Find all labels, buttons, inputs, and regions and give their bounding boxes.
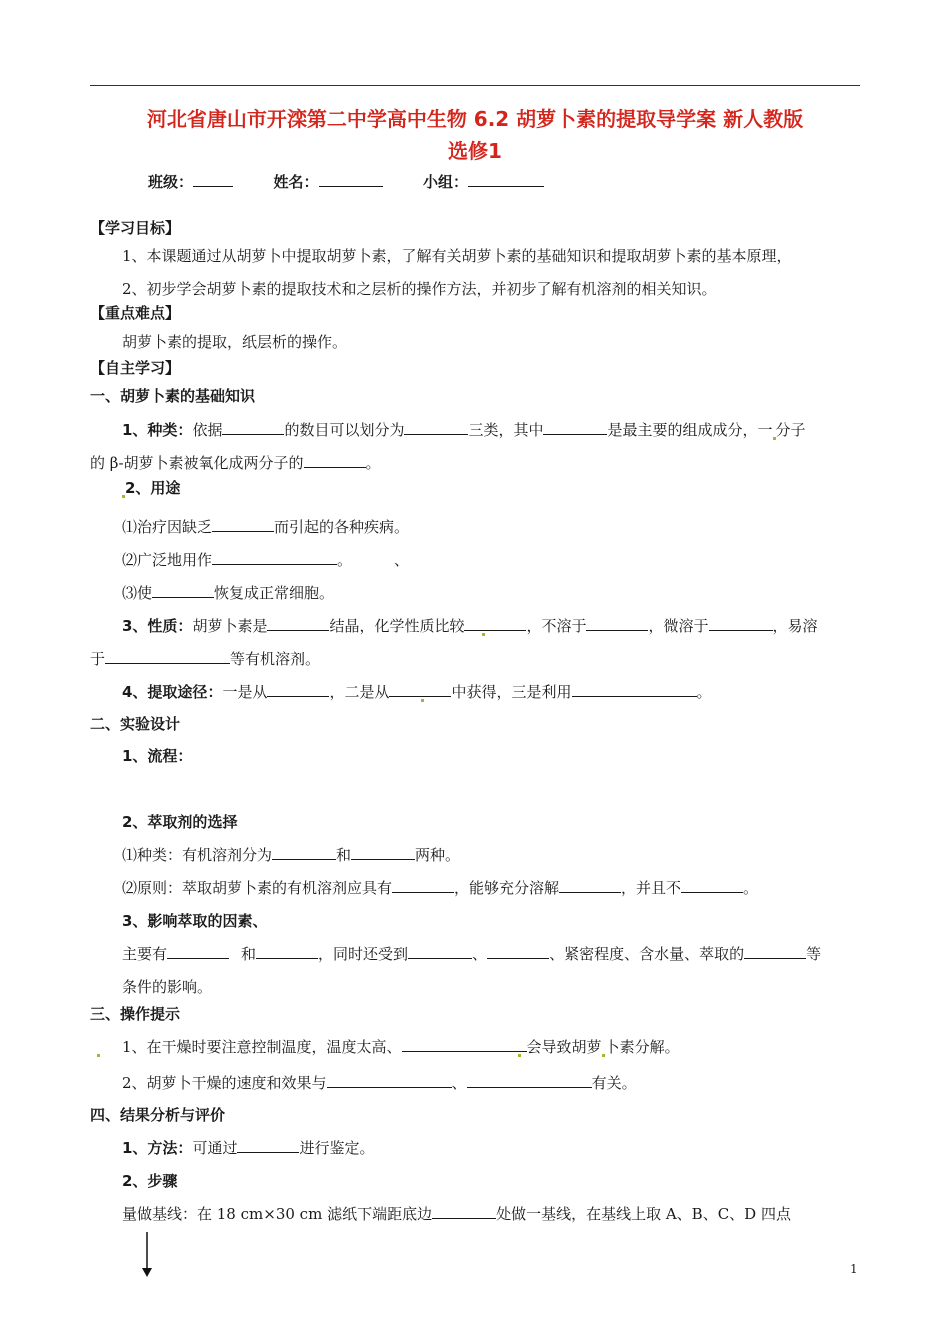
blank[interactable]	[167, 944, 229, 959]
p1-uses-heading: 2、用途	[122, 478, 180, 498]
section-key: 【重点难点】	[90, 304, 181, 322]
blank[interactable]	[212, 517, 274, 532]
header-rule	[90, 85, 860, 86]
stray-dot	[97, 1054, 100, 1057]
p1-extract-line: 4、提取途径：一是从 ，二是从 中获得，三是利用 。	[122, 683, 712, 701]
key-text: 胡萝卜素的提取，纸层析的操作。	[122, 333, 348, 351]
blank[interactable]	[152, 583, 214, 598]
class-blank[interactable]	[193, 172, 233, 187]
down-arrow-icon	[140, 1232, 154, 1278]
blank[interactable]	[404, 420, 468, 435]
blank[interactable]	[467, 1073, 592, 1088]
blank[interactable]	[105, 649, 230, 664]
blank[interactable]	[559, 878, 621, 893]
p2-factors-heading: 3、影响萃取的因素、	[122, 912, 268, 930]
blank[interactable]	[237, 1138, 299, 1153]
p2-factors-line: 主要有 和 ，同时还受到 、 、紧密程度、含水量、萃取的 等	[122, 945, 822, 963]
p4-steps-heading: 2、步骤	[122, 1172, 178, 1190]
p4-method: 1、方法：可通过 进行鉴定。	[122, 1139, 375, 1157]
use-2: ⑵广泛地用作 。 、	[122, 551, 410, 569]
blank[interactable]	[222, 420, 284, 435]
name-label: 姓名：	[273, 173, 319, 191]
use-3: ⑶使 恢复成正常细胞。	[122, 584, 335, 602]
p1-props-line: 3、性质：胡萝卜素是 结晶，化学性质比较 ，不溶于 ，微溶于 ，易溶	[122, 617, 818, 635]
blank[interactable]	[408, 944, 472, 959]
p3-tip-2: 2、胡萝卜干燥的速度和效果与 、 有关。	[122, 1074, 637, 1092]
part3-heading: 三、操作提示	[90, 1005, 181, 1023]
part4-heading: 四、结果分析与评价	[90, 1106, 226, 1124]
blank[interactable]	[304, 453, 366, 468]
p2-solvent-types: ⑴种类：有机溶剂分为 和 两种。	[122, 846, 461, 864]
p4-step-baseline: 量做基线：在 18 cm×30 cm 滤纸下端距底边 处做一基线，在基线上取 A、B、C、D 四点	[122, 1205, 791, 1223]
p2-solvent-principle: ⑵原则：萃取胡萝卜素的有机溶剂应具有 ，能够充分溶解 ，并且不 。	[122, 879, 759, 897]
blank[interactable]	[256, 944, 318, 959]
blank[interactable]	[487, 944, 549, 959]
blank[interactable]	[327, 1073, 452, 1088]
p1-props-cont: 于 等有机溶剂。	[90, 650, 321, 668]
stray-dot	[518, 1054, 521, 1057]
blank[interactable]	[572, 682, 697, 697]
blank[interactable]	[464, 616, 526, 631]
section-self-study: 【自主学习】	[90, 359, 181, 377]
blank[interactable]	[402, 1037, 527, 1052]
doc-title-line2: 选修1	[448, 139, 502, 163]
doc-title: 河北省唐山市开滦第二中学高中生物 6.2 胡萝卜素的提取导学案 新人教版	[146, 107, 804, 131]
goal-1: 1、本课题通过从胡萝卜中提取胡萝卜素，了解有关胡萝卜素的基础知识和提取胡萝卜素的基本原理，	[122, 247, 792, 265]
p1-types-line: 1、种类：依据 的数目可以划分为 三类，其中 是最主要的组成成分，一 分子	[122, 421, 806, 439]
p2-factors-cont: 条件的影响。	[122, 978, 213, 996]
student-info-row	[148, 172, 544, 192]
p2-flow: 1、流程：	[122, 747, 193, 765]
blank[interactable]	[543, 420, 607, 435]
blank[interactable]	[744, 944, 806, 959]
part1-heading: 一、胡萝卜素的基础知识	[90, 387, 256, 405]
goal-2: 2、初步学会胡萝卜素的提取技术和之层析的操作方法，并初步了解有机溶剂的相关知识。	[122, 280, 717, 298]
group-label: 小组：	[422, 173, 468, 191]
blank[interactable]	[432, 1204, 496, 1219]
p1-types-cont: 的 β-胡萝卜素被氧化成两分子的 。	[90, 454, 381, 472]
p2-solvent-heading: 2、萃取剂的选择	[122, 813, 238, 831]
blank[interactable]	[392, 878, 454, 893]
group-blank[interactable]	[468, 172, 544, 187]
blank[interactable]	[351, 845, 415, 860]
blank[interactable]	[272, 845, 336, 860]
part2-heading: 二、实验设计	[90, 715, 181, 733]
class-label: 班级：	[148, 173, 194, 191]
blank[interactable]	[389, 682, 451, 697]
section-goals: 【学习目标】	[90, 219, 181, 237]
name-blank[interactable]	[319, 172, 383, 187]
blank[interactable]	[709, 616, 773, 631]
blank[interactable]	[267, 616, 329, 631]
blank[interactable]	[212, 550, 337, 565]
page-number: 1	[850, 1262, 858, 1276]
stray-dot	[421, 699, 424, 702]
stray-dot	[482, 633, 485, 636]
use-1: ⑴治疗因缺乏 而引起的各种疾病。	[122, 518, 410, 536]
blank[interactable]	[586, 616, 648, 631]
p3-tip-1: 1、在干燥时要注意控制温度，温度太高、 会导致胡萝 卜素分解。	[97, 1037, 680, 1057]
blank[interactable]	[681, 878, 743, 893]
blank[interactable]	[267, 682, 329, 697]
